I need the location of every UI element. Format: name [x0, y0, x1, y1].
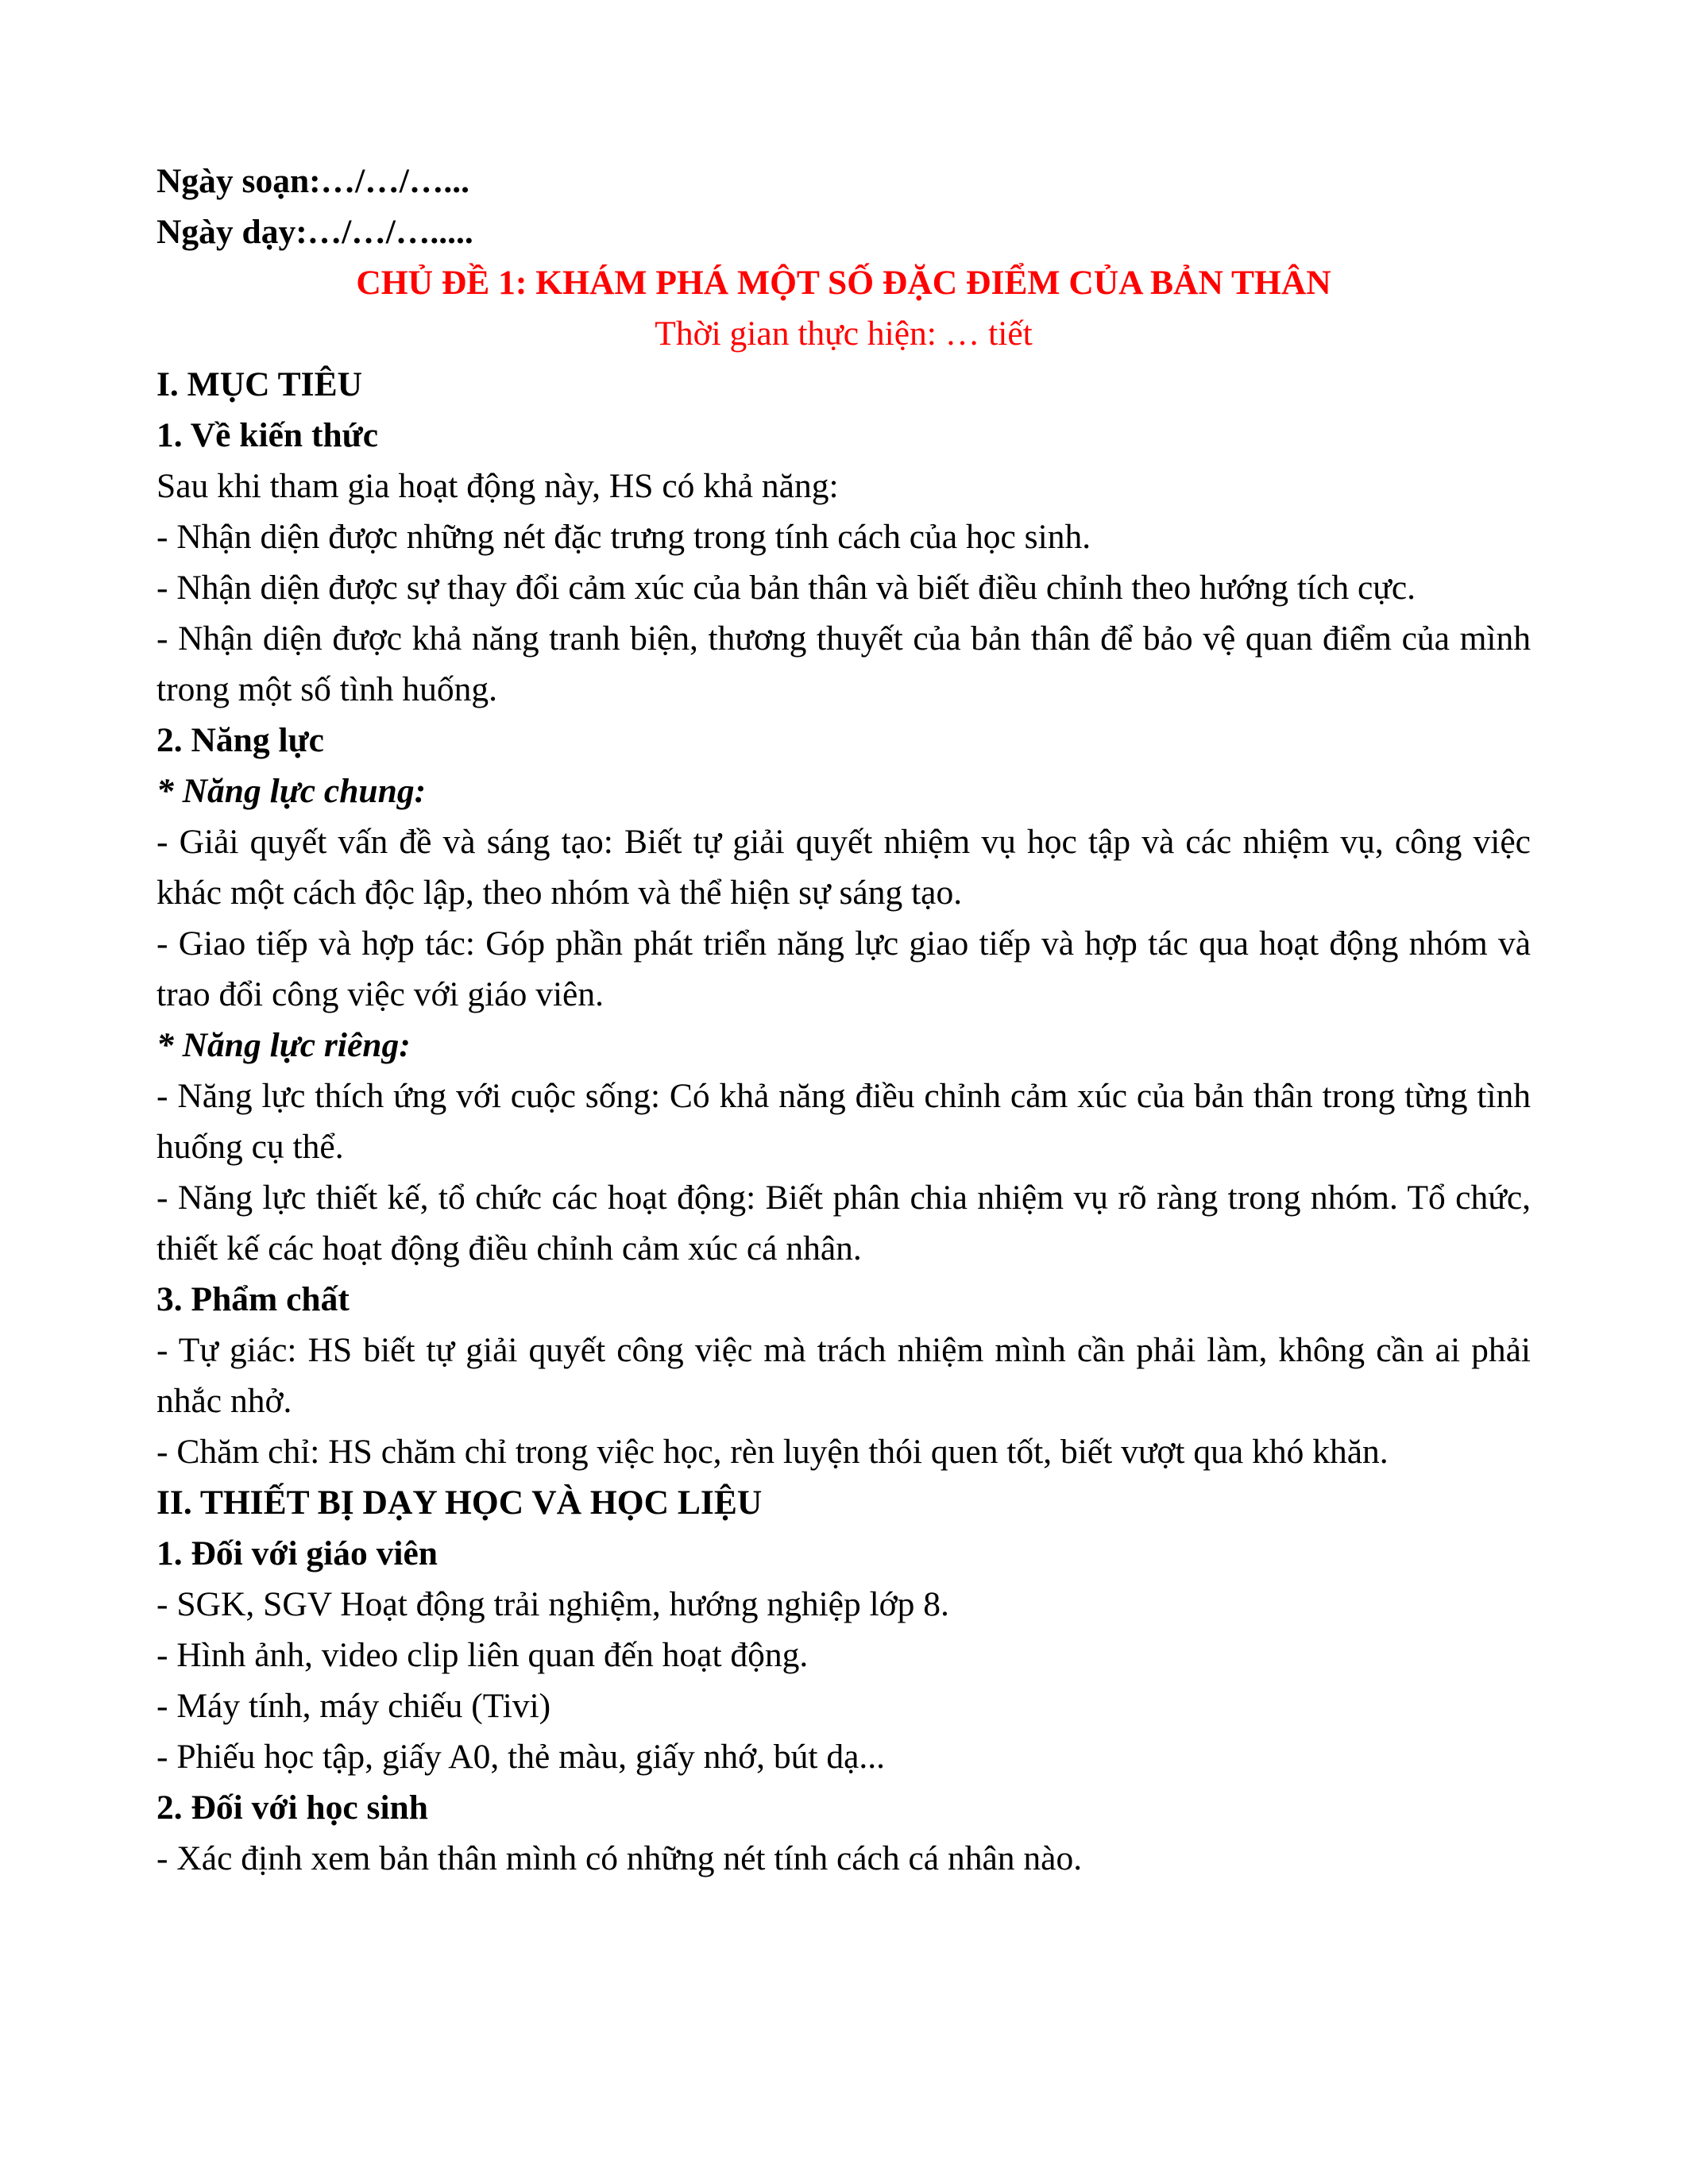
subheading-student: 2. Đối với học sinh	[156, 1788, 428, 1827]
specific-competence-item: - Năng lực thích ứng với cuộc sống: Có khả năng điều chỉnh cảm xúc của bản thân trong từng tình huống cụ thể.	[156, 1077, 1531, 1166]
general-competence-item: - Giao tiếp và hợp tác: Góp phần phát triển năng lực giao tiếp và hợp tác qua hoạt động nhóm và trao đổi công việc với giáo viên.	[156, 924, 1531, 1013]
document-page	[156, 156, 1531, 1884]
knowledge-item: - Nhận diện được sự thay đổi cảm xúc của bản thân và biết điều chỉnh theo hướng tích cực.	[156, 569, 1416, 607]
section-heading-objectives: I. MỤC TIÊU	[156, 365, 363, 403]
duration: Thời gian thực hiện: … tiết	[655, 314, 1033, 353]
topic-title: CHỦ ĐỀ 1: KHÁM PHÁ MỘT SỐ ĐẶC ĐIỂM CỦA BẢN THÂN	[356, 264, 1331, 302]
general-competence-item: - Giải quyết vấn đề và sáng tạo: Biết tự giải quyết nhiệm vụ học tập và các nhiệm vụ, công việc khác một cách độc lập, theo nhóm và thể hiện sự sáng tạo.	[156, 823, 1531, 912]
subheading-quality: 3. Phẩm chất	[156, 1280, 350, 1318]
knowledge-item: - Nhận diện được những nét đặc trưng trong tính cách của học sinh.	[156, 518, 1091, 556]
quality-item: - Chăm chỉ: HS chăm chỉ trong việc học, rèn luyện thói quen tốt, biết vượt qua khó khăn.	[156, 1433, 1389, 1471]
section-heading-equipment: II. THIẾT BỊ DẠY HỌC VÀ HỌC LIỆU	[156, 1484, 763, 1522]
general-competence-label: * Năng lực chung:	[156, 772, 427, 810]
teacher-item: - SGK, SGV Hoạt động trải nghiệm, hướng nghiệp lớp 8.	[156, 1585, 949, 1623]
knowledge-intro: Sau khi tham gia hoạt động này, HS có khả năng:	[156, 467, 839, 505]
quality-item: - Tự giác: HS biết tự giải quyết công việc mà trách nhiệm mình cần phải làm, không cần ai phải nhắc nhở.	[156, 1331, 1531, 1420]
teacher-item: - Phiếu học tập, giấy A0, thẻ màu, giấy nhớ, bút dạ...	[156, 1738, 886, 1776]
teach-date: Ngày dạy:…/…/….....	[156, 213, 473, 251]
subheading-competence: 2. Năng lực	[156, 721, 324, 759]
specific-competence-item: - Năng lực thiết kế, tổ chức các hoạt động: Biết phân chia nhiệm vụ rõ ràng trong nhóm. Tổ chức, thiết kế các hoạt động điều chỉnh cảm xúc cá nhân.	[156, 1179, 1531, 1268]
knowledge-item: - Nhận diện được khả năng tranh biện, thương thuyết của bản thân để bảo vệ quan điểm của mình trong một số tình huống.	[156, 619, 1531, 708]
teacher-item: - Hình ảnh, video clip liên quan đến hoạt động.	[156, 1636, 809, 1674]
prep-date: Ngày soạn:…/…/…...	[156, 162, 469, 200]
subheading-teacher: 1. Đối với giáo viên	[156, 1534, 438, 1572]
teacher-item: - Máy tính, máy chiếu (Tivi)	[156, 1687, 551, 1725]
specific-competence-label: * Năng lực riêng:	[156, 1026, 411, 1064]
student-item: - Xác định xem bản thân mình có những nét tính cách cá nhân nào.	[156, 1839, 1083, 1877]
subheading-knowledge: 1. Về kiến thức	[156, 416, 379, 454]
